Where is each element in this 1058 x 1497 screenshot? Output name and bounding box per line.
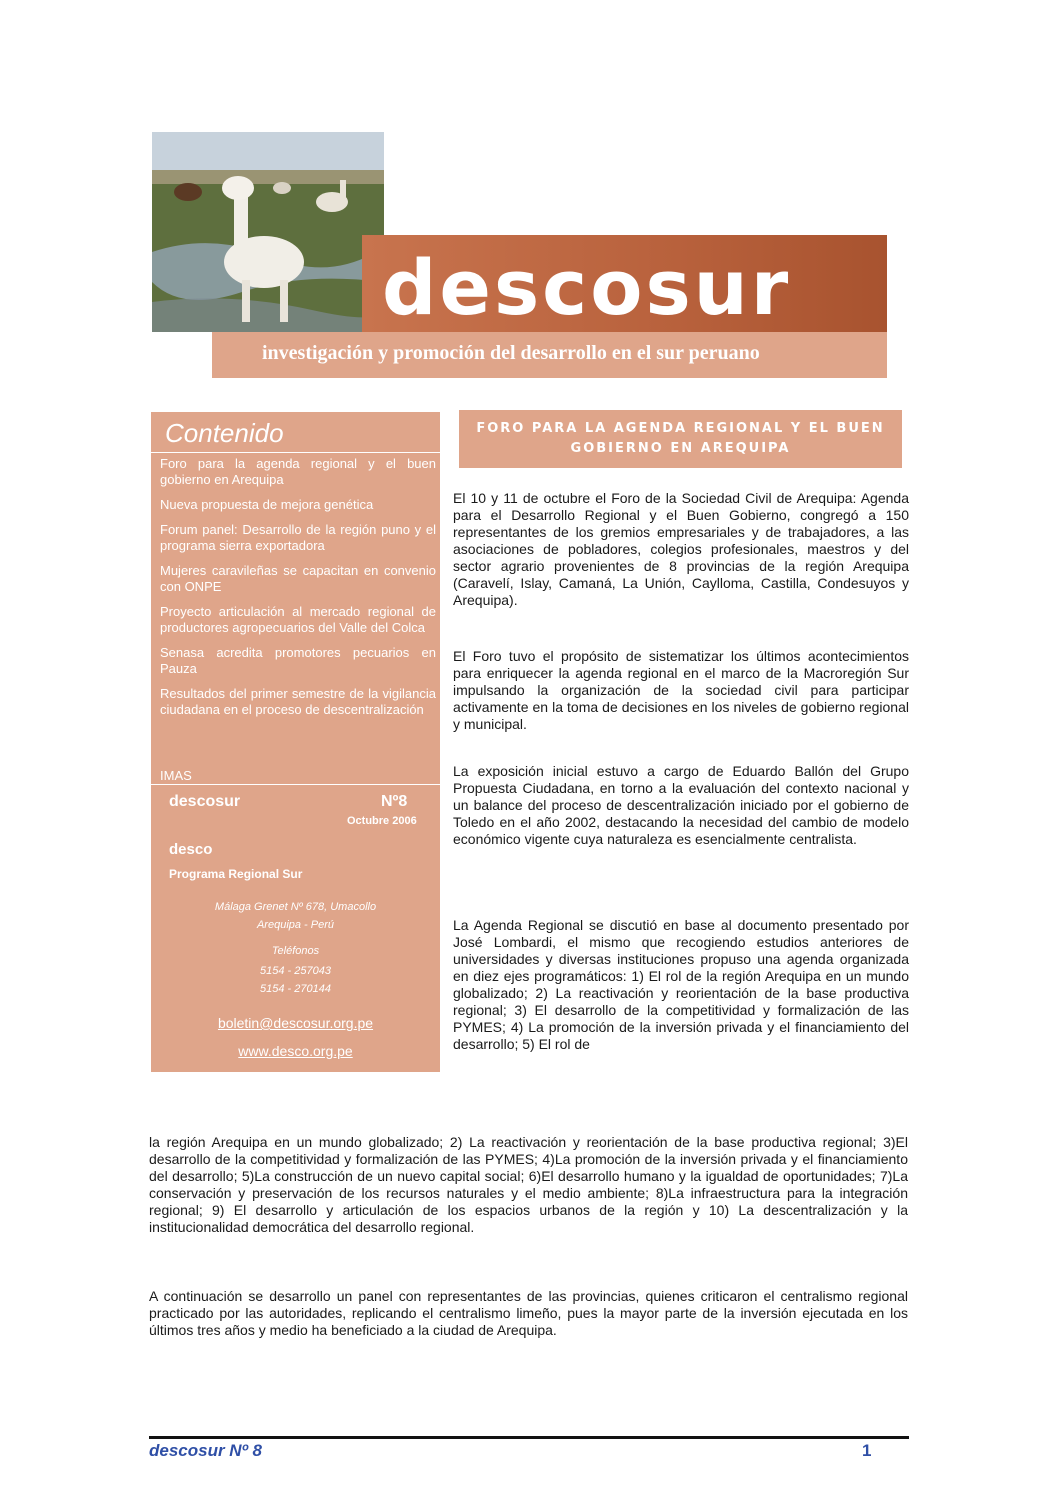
phones-label: Teléfonos — [271, 945, 320, 957]
masthead-logo: descosur — [382, 243, 792, 332]
article-paragraph: A continuación se desarrollo un panel con representantes de las provincias, quienes criticaron el centralismo regional practicado por las autoridades, replicando el centralismo limeño, pues la mayor parte de la inversión ejecutada en los últimos tres años y medio ha beneficiado a la ciudad de Arequipa. — [149, 1288, 908, 1338]
contents-item: Nueva propuesta de mejora genética — [160, 497, 374, 512]
org-name: desco — [169, 841, 213, 858]
masthead-tagline: investigación y promoción del desarrollo en el sur peruano — [262, 342, 760, 364]
article-paragraph: La exposición inicial estuvo a cargo de Eduardo Ballón del Grupo Propuesta Ciudadana, en torno a la evaluación del contexto nacional y un balance del proceso de descentralización iniciado por el gobierno de Toledo en el año 2002, destacando la necesidad del cambio de modelo económico vigente cuya naturaleza es esencialmente centralista. — [453, 763, 909, 847]
contents-item: Mujeres caravileñas se capacitan en convenio con ONPE — [160, 563, 436, 594]
contents-item: Forum panel: Desarrollo de la región puno y el programa sierra exportadora — [160, 522, 436, 553]
contents-sidebar — [151, 412, 440, 1072]
alpaca-illustration — [152, 132, 384, 332]
program-name: Programa Regional Sur — [169, 867, 303, 881]
masthead-title-bar — [362, 235, 887, 332]
footer-rule — [149, 1436, 909, 1439]
issue-number: Nº8 — [381, 793, 408, 810]
alpaca-photo — [152, 132, 384, 332]
phone-number: 5154 - 270144 — [260, 983, 331, 995]
issue-date: Octubre 2006 — [347, 815, 417, 827]
page-number: 1 — [862, 1441, 872, 1460]
email-link[interactable]: boletin@descosur.org.pe — [217, 1015, 374, 1031]
publication-info — [151, 784, 440, 1073]
contents-item: Foro para la agenda regional y el buen gobierno en Arequipa — [160, 456, 436, 487]
article-title-box — [459, 410, 902, 468]
article-paragraph: El Foro tuvo el propósito de sistematizar los últimos acontecimientos para enriquecer la agenda regional en el marco de la Macroregión Sur impulsando la organización de la sociedad civil para participar activamente en la toma de decisiones en los niveles de gobierno regional y municipal. — [453, 648, 909, 732]
website-link[interactable]: www.desco.org.pe — [238, 1043, 353, 1059]
contents-list — [160, 456, 436, 727]
contents-heading: Contenido — [165, 418, 284, 448]
contents-header — [151, 412, 440, 453]
address-line: Arequipa - Perú — [256, 919, 335, 931]
article-paragraph: la región Arequipa en un mundo globalizado; 2) La reactivación y reorientación de la base productiva regional; 3)El desarrollo de la competitividad y formalización de las PYMES; 4)La promoción de la inversión privada y el financiamiento del desarrollo; 5)La construcción de un nuevo capital social; 6)El desarrollo humano y la igualdad de oportunidades; 7)La conservación y preservación de los recursos naturales y el medio ambiente; 8)La infraestructura para la integración regional; 9) El desarrollo y articulación de los espacios urbanos de la región y 10) La descentralización y la institucionalidad democrática del desarrollo regional. — [149, 1134, 908, 1235]
article-paragraph: La Agenda Regional se discutió en base al documento presentado por José Lombardi, el mismo que recogiendo estudios anteriores de universidades y diversas instituciones propuso una agenda organizada en diez ejes programáticos: 1) El rol de la región Arequipa en un mundo globalizado; 2) La reactivación y reorientación de la base productiva regional; 3) El desarrollo de la competitividad y formalización de las PYMES; 4) La promoción de la inversión privada y el financiamiento del desarrollo; 5) El rol de — [453, 917, 909, 1052]
contents-item: Proyecto articulación al mercado regional de productores agropecuarios del Valle del Colca — [160, 604, 436, 635]
masthead — [152, 132, 887, 378]
contents-item: IMAS — [160, 768, 192, 783]
article-paragraph: El 10 y 11 de octubre el Foro de la Sociedad Civil de Arequipa: Agenda para el Desarrollo Regional y el Buen Gobierno, congregó a 150 representantes de los gremios empresariales y de trabajadores, a las asociaciones de pobladores, colegios profesionales, maestros y del sector agrario provenientes de 8 provincias de la región Arequipa (Caravelí, Islay, Camaná, La Unión, Caylloma, Castilla, Condesuyos y Arequipa). — [453, 490, 909, 608]
footer-bulletin: descosur Nº 8 — [149, 1441, 262, 1460]
masthead-subtitle-bar — [212, 332, 887, 378]
address-line: Málaga Grenet Nº 678, Umacollo — [214, 901, 377, 913]
phone-number: 5154 - 257043 — [260, 965, 331, 977]
contents-item: Resultados del primer semestre de la vigilancia ciudadana en el proceso de descentralización — [160, 686, 436, 717]
bulletin-name: descosur — [169, 793, 241, 810]
article-title: FORO PARA LA AGENDA REGIONAL Y EL BUEN GOBIERNO EN AREQUIPA — [476, 421, 885, 456]
contents-item: Senasa acredita promotores pecuarios en Pauza — [160, 645, 436, 676]
